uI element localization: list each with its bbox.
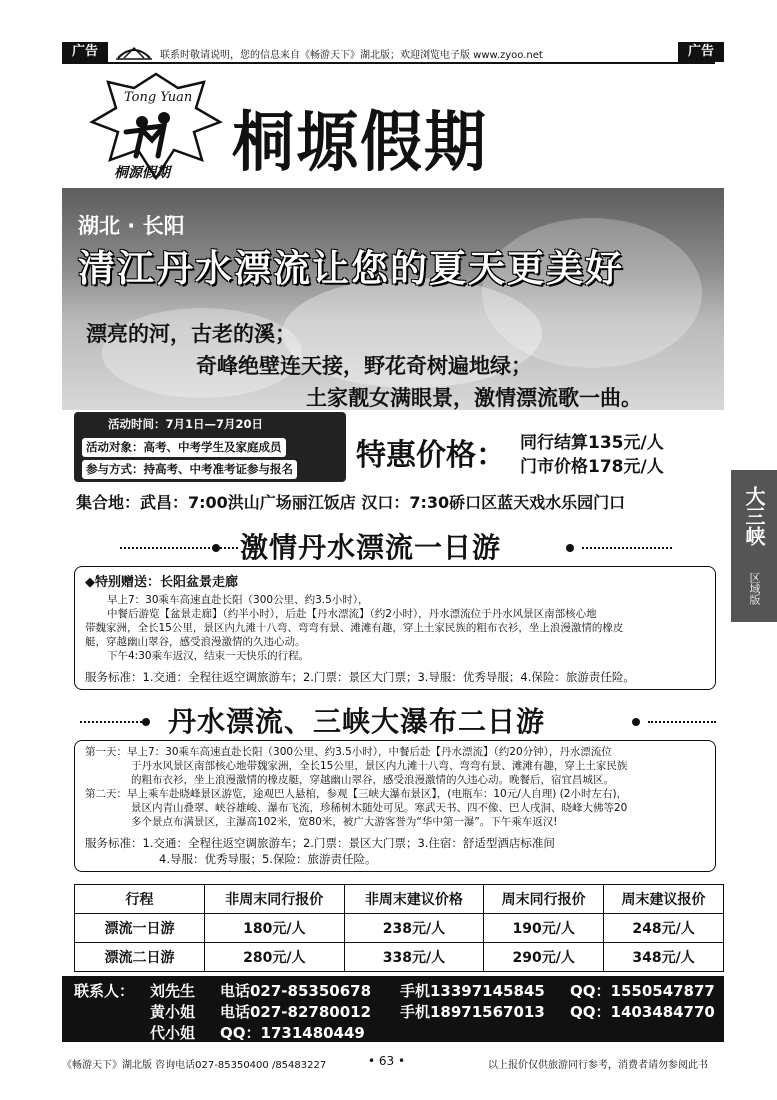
side-tab-title: 大三峡 bbox=[742, 486, 766, 546]
tour2-line: 多个景点布满景区，主瀑高102米，宽80米，被广大游客誉为“华中第一瀑”。下午乘车返汉! bbox=[131, 816, 558, 828]
tour2-line: 于丹水风景区南部核心地带魏家洲，全长15公里，景区内九滩十八弯、弯弯有景、滩滩有趣，穿上土家民族 bbox=[131, 760, 628, 772]
hero-region: 湖北 · 长阳 bbox=[78, 214, 185, 238]
table-row bbox=[75, 943, 724, 972]
header-notice: 联系时敬请说明，您的信息来自《畅游天下》湖北版；欢迎浏览电子版 www.zyoo.net bbox=[160, 50, 543, 61]
activity-target: 活动对象：高考、中考学生及家庭成员 bbox=[82, 438, 286, 457]
tour1-line: 艇，穿越幽山翠谷，感受浪漫激情的久违心动。 bbox=[85, 636, 306, 648]
table-cell: 180元/人 bbox=[205, 914, 345, 943]
title-bullet-right bbox=[566, 544, 574, 552]
tour2-line: 景区内青山叠翠、峡谷雄峻、瀑布飞流，珍稀树木随处可见。寒武天书、四不像、巴人戌洞、晓峰大佛等20 bbox=[131, 802, 628, 814]
tour1-gift: ◆特别赠送：长阳盆景走廊 bbox=[85, 575, 238, 590]
contact-phone: 电话027-82780012 bbox=[220, 1003, 372, 1021]
tour2-standard-2: 4.导服：优秀导服；5.保险：旅游责任险。 bbox=[159, 852, 377, 866]
tour2-line: 第二天：早上乘车赴晓峰景区游览，途观巴人悬棺，参观【三峡大瀑布景区】，(电瓶车：10元/人自理) (2小时左右)， bbox=[85, 788, 628, 800]
tour1-title: 激情丹水漂流一日游 bbox=[240, 531, 502, 564]
title-bullet-left bbox=[142, 718, 150, 726]
title-dots-right bbox=[648, 721, 716, 723]
brand-title: 桐塬假期 bbox=[232, 103, 489, 181]
table-header: 非周末建议价格 bbox=[344, 885, 484, 914]
table-cell: 338元/人 bbox=[344, 943, 484, 972]
footer-right: 以上报价仅供旅游同行参考，消费者请勿参阅此书 bbox=[488, 1060, 708, 1071]
table-header: 周末同行报价 bbox=[484, 885, 604, 914]
table-header: 行程 bbox=[75, 885, 205, 914]
tour2-title: 丹水漂流、三峡大瀑布二日游 bbox=[168, 705, 546, 738]
magazine-logo-icon bbox=[114, 42, 154, 62]
ad-tag-right: 广告 bbox=[678, 42, 724, 62]
contact-label: 联系人： bbox=[74, 982, 135, 1000]
contact-bar bbox=[62, 976, 724, 1042]
poem-line-1: 漂亮的河，古老的溪； bbox=[86, 321, 296, 346]
header-divider bbox=[62, 62, 715, 64]
logo-caption: 桐源假期 bbox=[114, 165, 170, 181]
footer-left: 《畅游天下》湖北版 咨询电话027-85350400 /85483227 bbox=[62, 1060, 327, 1071]
contact-name: 刘先生 bbox=[150, 982, 196, 1000]
side-tab-sub: 区域版 bbox=[748, 571, 761, 605]
table-row bbox=[75, 914, 724, 943]
table-header: 非周末同行报价 bbox=[205, 885, 345, 914]
tour1-line: 中餐后游览【盆景走廊】（约半小时），后赴【丹水漂流】（约2小时），丹水漂流位于丹水风景区南部核心地 bbox=[107, 608, 597, 620]
activity-method: 参与方式：持高考、中考准考证参与报名 bbox=[82, 460, 297, 479]
table-header-row bbox=[75, 885, 724, 914]
contact-mobile: 手机18971567013 bbox=[400, 1003, 545, 1021]
poem-line-2: 奇峰绝壁连天接，野花奇树遍地绿； bbox=[196, 353, 532, 378]
tour1-line: 下午4:30乘车返汉，结束一天快乐的行程。 bbox=[107, 650, 310, 662]
title-bullet-left bbox=[212, 544, 220, 552]
contact-name: 代小姐 bbox=[150, 1024, 196, 1042]
table-cell: 238元/人 bbox=[344, 914, 484, 943]
contact-qq: QQ：1731480449 bbox=[220, 1024, 365, 1042]
title-dots-left bbox=[80, 721, 142, 723]
table-cell: 290元/人 bbox=[484, 943, 604, 972]
hero-headline: 清江丹水漂流让您的夏天更美好 bbox=[78, 246, 624, 290]
contact-qq: QQ：1403484770 bbox=[570, 1003, 715, 1021]
table-cell: 348元/人 bbox=[604, 943, 724, 972]
special-price-label: 特惠价格： bbox=[356, 438, 506, 473]
table-header: 周末建议报价 bbox=[604, 885, 724, 914]
price-table bbox=[74, 884, 724, 972]
title-dots-left bbox=[120, 547, 238, 549]
table-cell: 漂流二日游 bbox=[75, 943, 205, 972]
peer-price: 同行结算135元/人 bbox=[520, 433, 664, 453]
tour2-line: 的粗布衣衫，坐上浪漫激情的橡皮艇，穿越幽山翠谷，感受浪漫激情的久违心动。晚餐后，宿宜昌城区。 bbox=[131, 774, 614, 786]
tour1-line: 早上7：30乘车高速直赴长阳（300公里、约3.5小时）， bbox=[107, 594, 369, 606]
tour2-standard-1: 服务标准：1.交通：全程往返空调旅游车；2.门票：景区大门票；3.住宿：舒适型酒店标准间 bbox=[85, 836, 555, 850]
activity-info-box bbox=[74, 412, 346, 482]
contact-name: 黄小姐 bbox=[150, 1003, 196, 1021]
table-cell: 248元/人 bbox=[604, 914, 724, 943]
contact-qq: QQ：1550547877 bbox=[570, 982, 715, 1000]
contact-phone: 电话027-85350678 bbox=[220, 982, 372, 1000]
table-cell: 漂流一日游 bbox=[75, 914, 205, 943]
title-bullet-right bbox=[632, 718, 640, 726]
region-side-tab bbox=[731, 470, 777, 622]
tour1-standard: 服务标准：1.交通：全程往返空调旅游车；2.门票：景区大门票；3.导服：优秀导服；4.保险：旅游责任险。 bbox=[85, 670, 635, 684]
activity-time: 活动时间：7月1日—7月20日 bbox=[108, 417, 264, 431]
table-cell: 280元/人 bbox=[205, 943, 345, 972]
gathering-place: 集合地：武昌：7:00洪山广场丽江饭店 汉口：7:30硚口区蓝天戏水乐园门口 bbox=[76, 493, 626, 512]
logo-english: Tong Yuan bbox=[124, 90, 193, 105]
poem-line-3: 土家靓女满眼景，激情漂流歌一曲。 bbox=[306, 385, 642, 410]
tour2-line: 第一天：早上7：30乘车高速直赴长阳（300公里、约3.5小时），中餐后赴【丹水漂流】（约20分钟），丹水漂流位 bbox=[85, 746, 612, 758]
tongyuan-logo bbox=[86, 70, 226, 185]
tour1-line: 带魏家洲，全长15公里，景区内九滩十八弯、弯弯有景、滩滩有趣，穿上土家民族的粗布衣衫，坐上浪漫激情的橡皮 bbox=[85, 622, 624, 634]
tour1-box bbox=[74, 566, 716, 690]
title-dots-right bbox=[582, 547, 672, 549]
page-number: • 63 • bbox=[368, 1054, 406, 1068]
gate-price: 门市价格178元/人 bbox=[520, 457, 664, 477]
contact-mobile: 手机13397145845 bbox=[400, 982, 545, 1000]
tour2-box bbox=[74, 740, 716, 872]
table-cell: 190元/人 bbox=[484, 914, 604, 943]
ad-tag-left: 广告 bbox=[62, 42, 108, 62]
